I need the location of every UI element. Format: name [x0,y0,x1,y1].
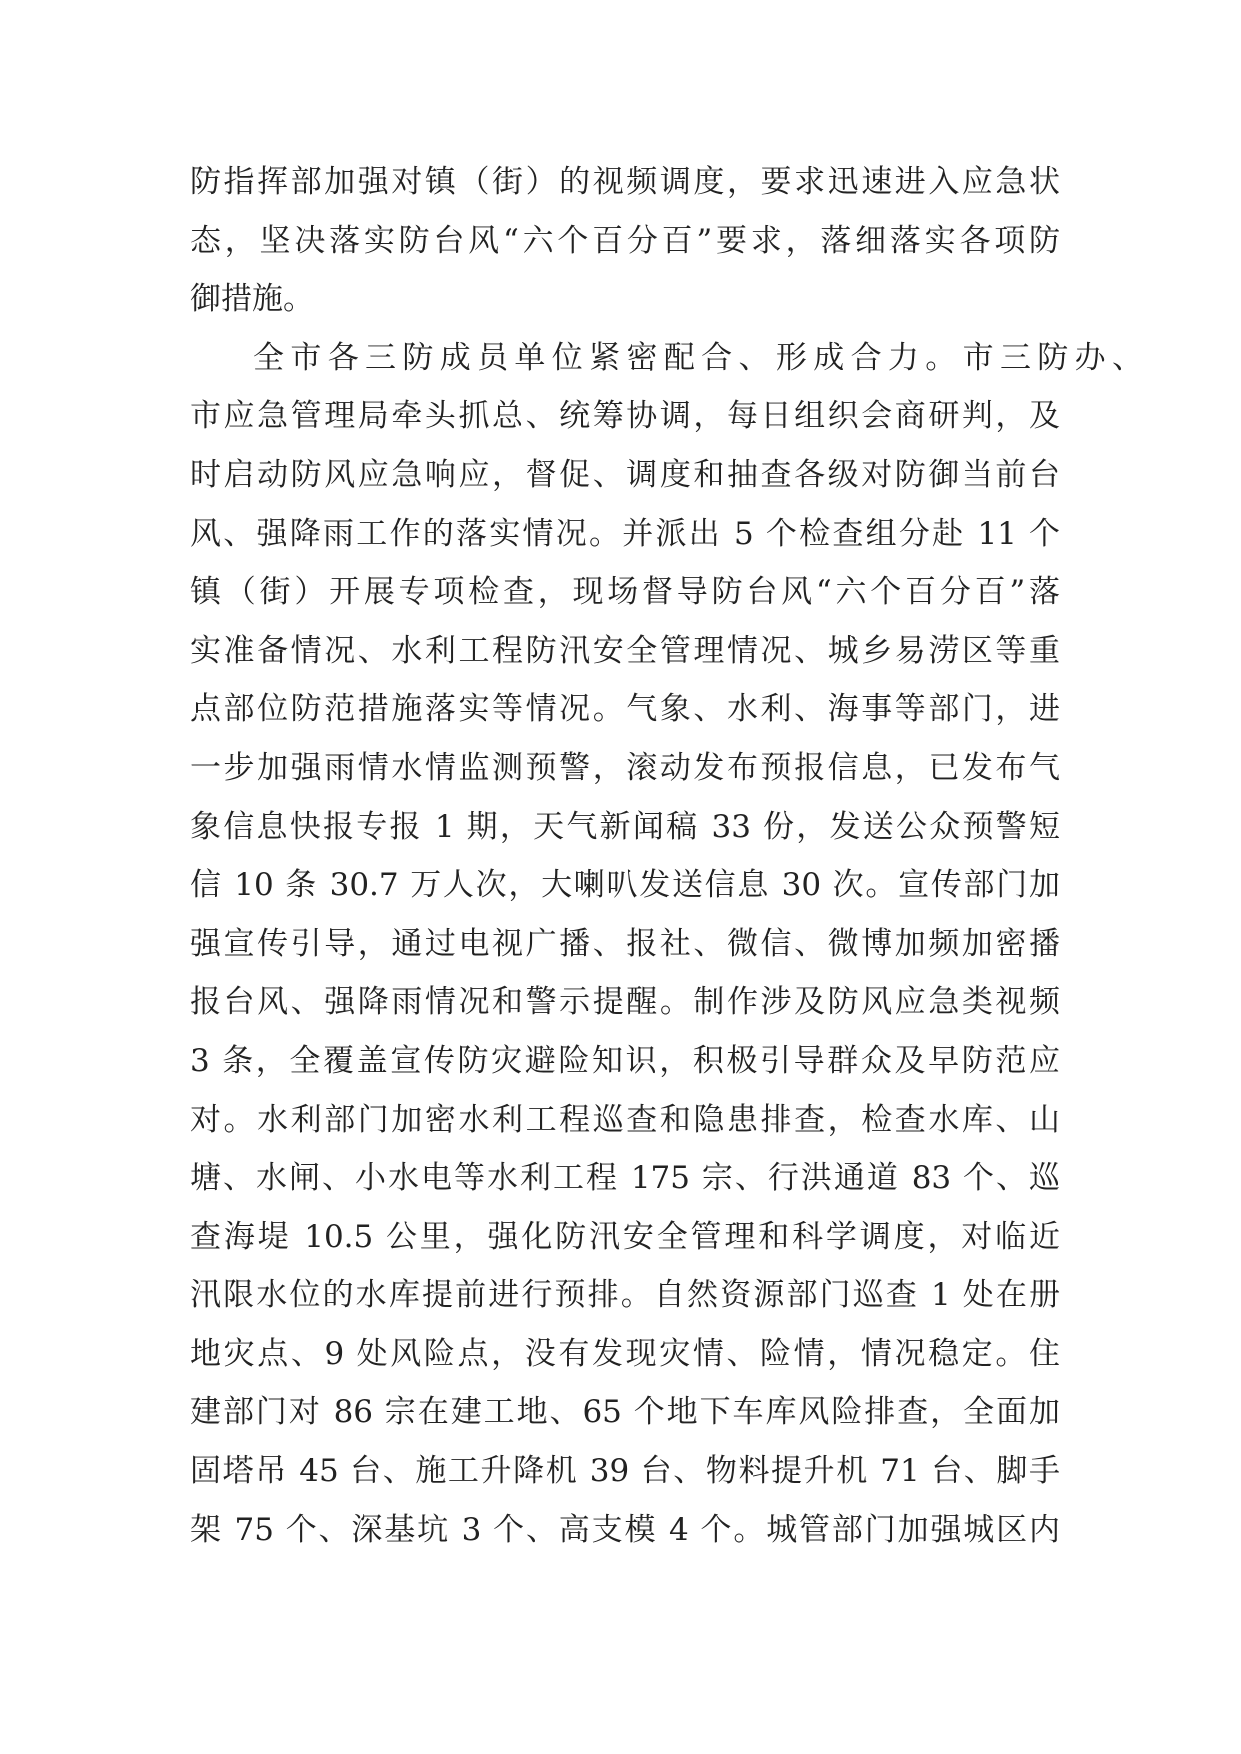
text-line: 象信息快报专报 1 期，天气新闻稿 33 份，发送公众预警短 [190,808,1060,845]
text-line: 3 条，全覆盖宣传防灾避险知识，积极引导群众及早防范应 [190,1042,1060,1079]
text-line: 地灾点、9 处风险点，没有发现灾情、险情，情况稳定。住 [190,1335,1060,1372]
paragraph-1 [190,160,1060,336]
paragraph-2 [190,336,1143,1566]
text-line: 塘、水闸、小水电等水利工程 175 宗、行洪通道 83 个、巡 [190,1160,1060,1197]
text-line: 镇（街）开展专项检查，现场督导防台风“六个百分百”落 [190,574,1060,611]
text-line: 态，坚决落实防台风“六个百分百”要求，落细落实各项防 [190,222,1060,259]
text-line: 市应急管理局牵头抓总、统筹协调，每日组织会商研判，及 [190,398,1060,435]
text-line: 建部门对 86 宗在建工地、65 个地下车库风险排查，全面加 [190,1394,1060,1431]
text-line: 强宣传引导，通过电视广播、报社、微信、微博加频加密播 [190,925,1060,962]
text-line: 防指挥部加强对镇（街）的视频调度，要求迅速进入应急状 [190,164,1060,200]
text-line: 时启动防风应急响应，督促、调度和抽查各级对防御当前台 [190,456,1060,493]
text-line: 实准备情况、水利工程防汛安全管理情况、城乡易涝区等重 [190,632,1060,669]
text-line: 信 10 条 30.7 万人次，大喇叭发送信息 30 次。宣传部门加 [190,867,1060,904]
text-line: 风、强降雨工作的落实情况。并派出 5 个检查组分赴 11 个 [190,515,1060,552]
text-line: 报台风、强降雨情况和警示提醒。制作涉及防风应急类视频 [190,984,1060,1021]
text-line: 点部位防范措施落实等情况。气象、水利、海事等部门，进 [190,691,1060,728]
text-line: 全市各三防成员单位紧密配合、形成合力。市三防办、 [253,339,1143,376]
text-line: 对。水利部门加密水利工程巡查和隐患排查，检查水库、山 [190,1101,1060,1138]
text-line: 固塔吊 45 台、施工升降机 39 台、物料提升机 71 台、脚手 [190,1453,1060,1490]
text-line: 架 75 个、深基坑 3 个、高支模 4 个。城管部门加强城区内 [190,1511,1060,1548]
text-line: 御措施。 [190,281,314,318]
text-line: 查海堤 10.5 公里，强化防汛安全管理和科学调度，对临近 [190,1218,1060,1255]
body-text [190,160,1143,1566]
text-line: 一步加强雨情水情监测预警，滚动发布预报信息，已发布气 [190,749,1060,786]
text-line: 汛限水位的水库提前进行预排。自然资源部门巡查 1 处在册 [190,1277,1060,1314]
